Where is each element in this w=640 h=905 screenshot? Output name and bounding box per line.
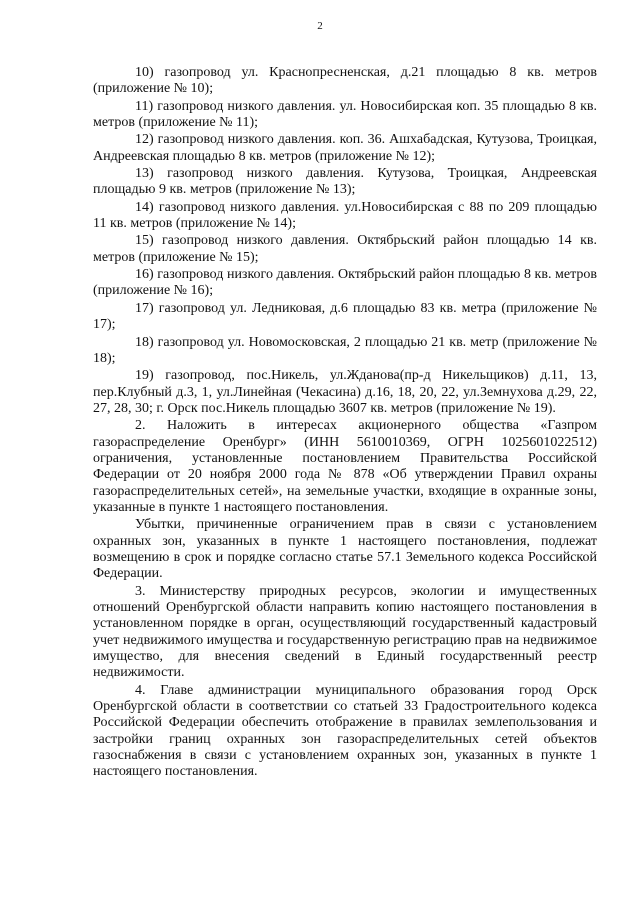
list-item-17: 17) газопровод ул. Ледниковая, д.6 площадью 83 кв. метра (приложение № 17); (93, 300, 597, 333)
list-item-10: 10) газопровод ул. Краснопресненская, д.21 площадью 8 кв. метров (приложение № 10); (93, 65, 597, 97)
list-item-14: 14) газопровод низкого давления. ул.Новосибирская с 88 по 209 площадью 11 кв. метров (приложение № 14); (93, 199, 597, 232)
page-number: 2 (317, 20, 323, 32)
clause-2-damages: Убытки, причиненные ограничением прав в связи с установлением охранных зон, указанных в пункте 1 настоящего постановления, подлежат возмещению в срок и порядке согласно статье 57.1 Земельного кодекса Российской Федерации. (93, 517, 597, 582)
clause-3-ministry: 3. Министерству природных ресурсов, экологии и имущественных отношений Оренбургской области направить копию настоящего постановления в установленном порядке в орган, осуществляющий государственный кадастровый учет недвижимого имущества и государственную регистрацию прав на недвижимое имущество, для внесения сведений в Единый государственный реестр недвижимости. (93, 583, 597, 681)
clause-2-restrictions: 2. Наложить в интересах акционерного общества «Газпром газораспределение Оренбург» (ИНН 5610010369, ОГРН 1025601022512) ограничения, установленные постановлением Правительства Российской Федерации от 20 ноября 2000 года № 878 «Об утверждении Правил охраны газораспределительных сетей», на земельные участки, входящие в охранные зоны, указанные в пункте 1 настоящего постановления. (93, 418, 597, 515)
list-item-12: 12) газопровод низкого давления. коп. 36. Ашхабадская, Кутузова, Троицкая, Андреевская площадью 8 кв. метров (приложение № 12); (93, 132, 597, 164)
list-item-16: 16) газопровод низкого давления. Октябрьский район площадью 8 кв. метров (приложение № 16); (93, 267, 597, 299)
list-item-19: 19) газопровод, пос.Никель, ул.Жданова(пр-д Никельщиков) д.11, 13, пер.Клубный д.3, 1, ул.Линейная (Чекасина) д.16, 18, 20, 22, ул.Земнухова д.29, 22, 27, 28, 30; г. Орск пос.Никель площадью 3607 кв. метров (приложение № 19). (93, 368, 597, 416)
list-item-15: 15) газопровод низкого давления. Октябрьский район площадью 14 кв. метров (приложение № 15); (93, 233, 597, 265)
clause-4-orsk-administration: 4. Главе администрации муниципального образования город Орск Оренбургской области в соответствии со статьей 33 Градостроительного кодекса Российской Федерации обеспечить отображение в правилах землепользования и застройки границ охранных зон газораспределительных сетей объектов газоснабжения в связи с установлением охранных зон, указанных в пункте 1 настоящего постановления. (93, 682, 597, 780)
document-body (93, 65, 597, 782)
list-item-11: 11) газопровод низкого давления. ул. Новосибирская коп. 35 площадью 8 кв. метров (приложение № 11); (93, 98, 597, 131)
list-item-18: 18) газопровод ул. Новомосковская, 2 площадью 21 кв. метр (приложение № 18); (93, 334, 597, 366)
list-item-13: 13) газопровод низкого давления. Кутузова, Троицкая, Андреевская площадью 9 кв. метров (приложение № 13); (93, 166, 597, 198)
